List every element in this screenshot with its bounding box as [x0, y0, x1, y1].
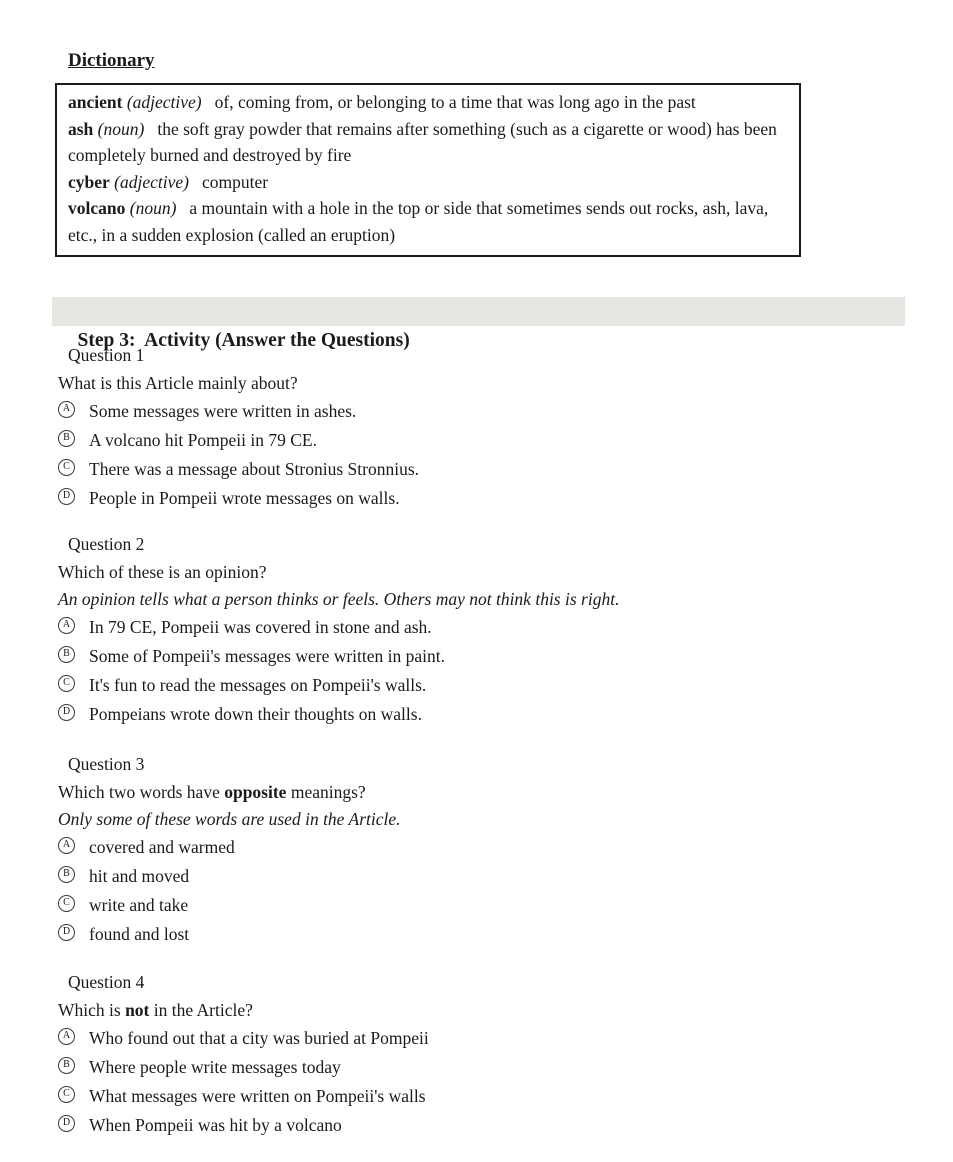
- dict-definition: the soft gray powder that remains after something (such as a cigarette or wood) has been completely burned and destroyed by fire: [68, 118, 777, 165]
- choice-b-bubble[interactable]: B: [58, 430, 75, 447]
- dict-word: volcano: [68, 198, 126, 218]
- choice-c-bubble[interactable]: C: [58, 459, 75, 476]
- choice-d-bubble[interactable]: D: [58, 704, 75, 721]
- question-2-option-d[interactable]: [58, 700, 953, 729]
- choice-c-bubble[interactable]: C: [58, 675, 75, 692]
- choice-c-bubble[interactable]: C: [58, 1086, 75, 1103]
- question-2-label: Question 2: [68, 534, 145, 554]
- choice-d-bubble[interactable]: D: [58, 1115, 75, 1132]
- question-2: [56, 530, 953, 729]
- step3-header-bar: [52, 297, 905, 351]
- question-1-prompt: What is this Article mainly about?: [58, 373, 298, 393]
- question-1-label: Question 1: [68, 345, 145, 365]
- question-2-option-a[interactable]: [58, 613, 953, 642]
- option-text: In 79 CE, Pompeii was covered in stone and ash.: [89, 617, 432, 637]
- option-text: Who found out that a city was buried at Pompeii: [89, 1028, 429, 1048]
- choice-b-bubble[interactable]: B: [58, 1057, 75, 1074]
- question-2-option-b[interactable]: [58, 642, 953, 671]
- option-text: When Pompeii was hit by a volcano: [89, 1115, 342, 1135]
- option-text: write and take: [89, 895, 189, 915]
- question-1-option-b[interactable]: [58, 426, 953, 455]
- question-3-hint: Only some of these words are used in the Article.: [58, 809, 401, 829]
- option-text: found and lost: [89, 924, 190, 944]
- question-4-option-d[interactable]: [58, 1111, 953, 1140]
- dictionary-entry-cyber: [68, 169, 788, 196]
- option-text: There was a message about Stronius Stronnius.: [89, 459, 420, 479]
- question-4-option-b[interactable]: [58, 1053, 953, 1082]
- choice-a-bubble[interactable]: A: [58, 837, 75, 854]
- question-1-option-c[interactable]: [58, 455, 953, 484]
- question-2-hint: An opinion tells what a person thinks or feels. Others may not think this is right.: [58, 589, 620, 609]
- dictionary-entry-volcano: [68, 195, 788, 248]
- choice-b-bubble[interactable]: B: [58, 866, 75, 883]
- question-3-label: Question 3: [68, 754, 145, 774]
- option-text: Some messages were written in ashes.: [89, 401, 357, 421]
- question-2-option-c[interactable]: [58, 671, 953, 700]
- question-4-option-c[interactable]: [58, 1082, 953, 1111]
- question-1: [56, 341, 953, 513]
- question-1-option-d[interactable]: [58, 484, 953, 513]
- option-text: Some of Pompeii's messages were written in paint.: [89, 646, 446, 666]
- option-text: What messages were written on Pompeii's walls: [89, 1086, 426, 1106]
- question-2-prompt: Which of these is an opinion?: [58, 562, 267, 582]
- dictionary-heading: Dictionary: [68, 50, 155, 71]
- dict-part-of-speech: (adjective): [114, 171, 189, 192]
- dict-definition: a mountain with a hole in the top or side that sometimes sends out rocks, ash, lava, etc., in a sudden explosion (called an eruption): [68, 198, 769, 245]
- step3-header-title: Step 3: Activity (Answer the Questions): [77, 330, 410, 351]
- question-4-label: Question 4: [68, 972, 145, 992]
- dict-word: ancient: [68, 92, 123, 112]
- dictionary-entry-ash: [68, 116, 788, 169]
- choice-a-bubble[interactable]: A: [58, 401, 75, 418]
- question-3-prompt: Which two words have opposite meanings?: [58, 782, 366, 802]
- dict-part-of-speech: (noun): [129, 198, 177, 218]
- option-text: covered and warmed: [89, 837, 235, 857]
- questions-section: [56, 341, 953, 1140]
- choice-d-bubble[interactable]: D: [58, 488, 75, 505]
- question-3-option-a[interactable]: [58, 833, 953, 862]
- dict-definition: of, coming from, or belonging to a time that was long ago in the past: [214, 92, 696, 112]
- question-4-prompt: Which is not in the Article?: [58, 1000, 253, 1020]
- question-3-option-c[interactable]: [58, 891, 953, 920]
- question-4-option-a[interactable]: [58, 1024, 953, 1053]
- option-text: People in Pompeii wrote messages on walls.: [89, 488, 400, 508]
- dict-word: cyber: [68, 171, 110, 192]
- option-text: Pompeians wrote down their thoughts on walls.: [89, 704, 422, 724]
- option-text: A volcano hit Pompeii in 79 CE.: [89, 430, 317, 450]
- option-text: hit and moved: [89, 866, 190, 886]
- choice-d-bubble[interactable]: D: [58, 924, 75, 941]
- choice-c-bubble[interactable]: C: [58, 895, 75, 912]
- dict-part-of-speech: (noun): [97, 118, 145, 139]
- choice-a-bubble[interactable]: A: [58, 1028, 75, 1045]
- question-1-option-a[interactable]: [58, 397, 953, 426]
- dictionary-box: [55, 83, 801, 257]
- question-3-option-d[interactable]: [58, 920, 953, 949]
- dictionary-entry-ancient: [68, 89, 788, 116]
- choice-b-bubble[interactable]: B: [58, 646, 75, 663]
- dict-word: ash: [68, 118, 94, 139]
- question-3: [56, 750, 953, 949]
- dict-part-of-speech: (adjective): [126, 92, 202, 112]
- option-text: Where people write messages today: [89, 1057, 341, 1077]
- option-text: It's fun to read the messages on Pompeii's walls.: [89, 675, 427, 695]
- question-4: [56, 968, 953, 1140]
- choice-a-bubble[interactable]: A: [58, 617, 75, 634]
- question-3-option-b[interactable]: [58, 862, 953, 891]
- dict-definition: computer: [201, 171, 269, 192]
